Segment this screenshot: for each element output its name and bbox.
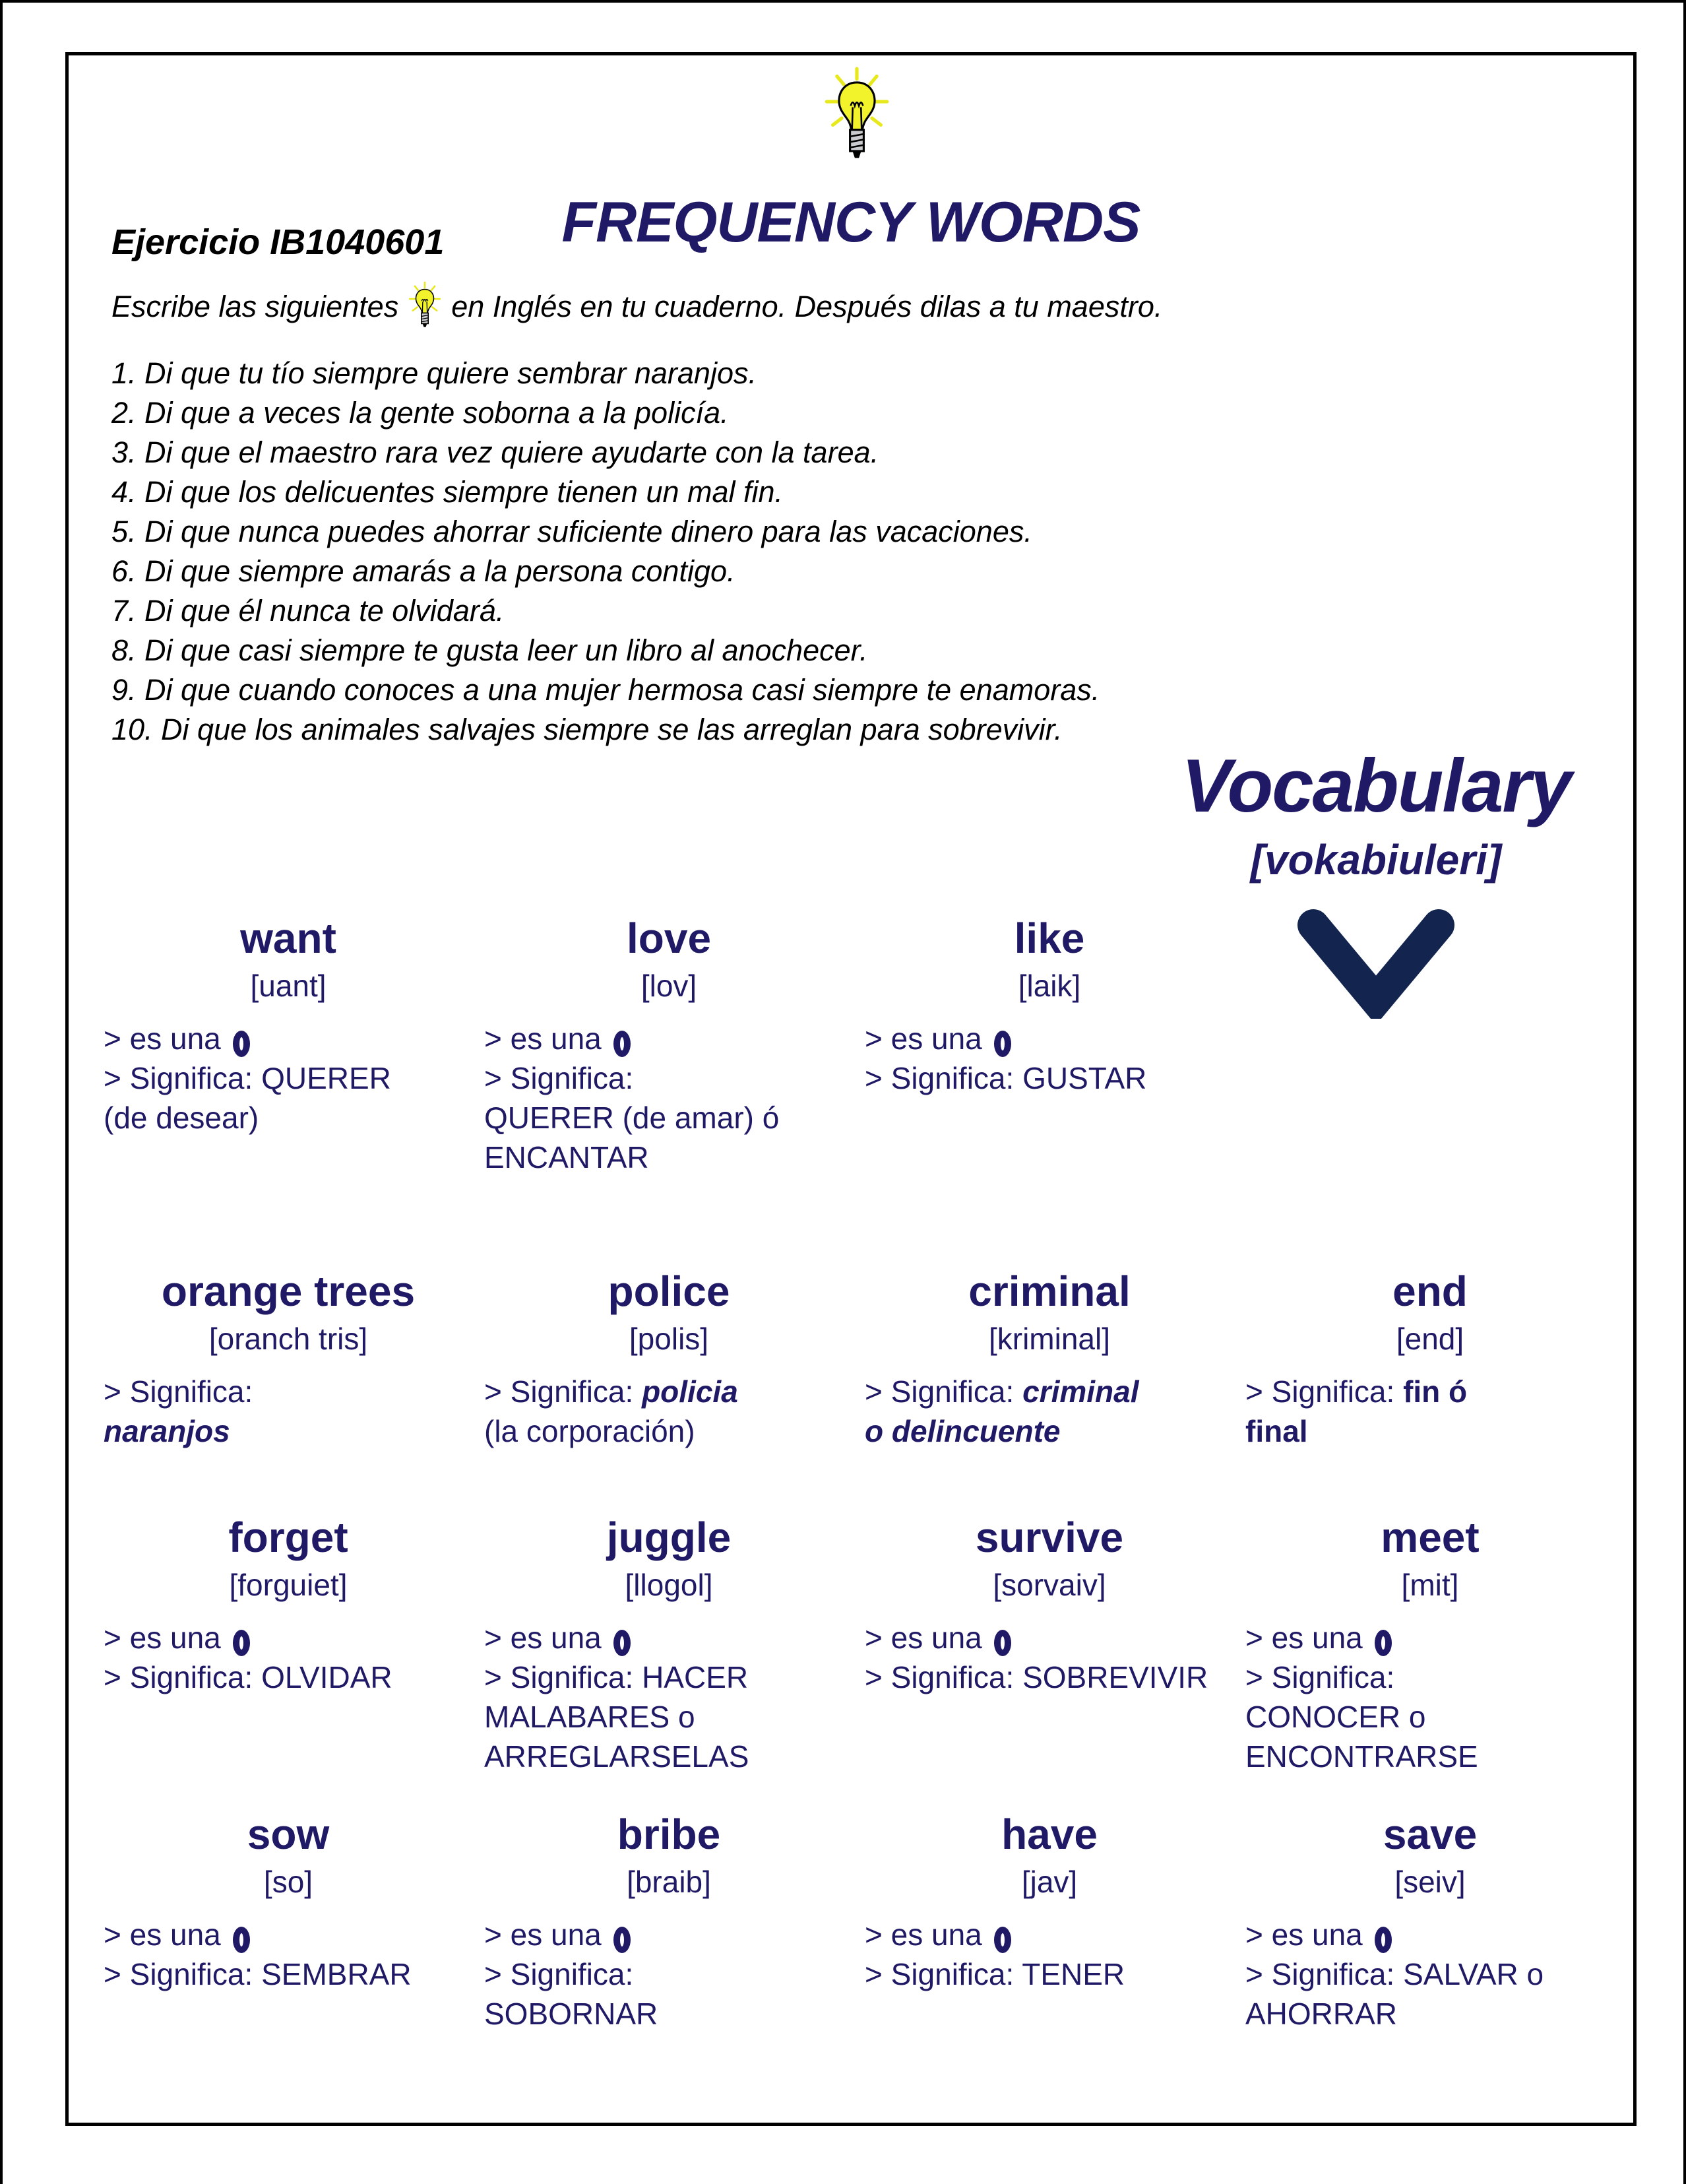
vocab-meaning-line bbox=[1245, 1657, 1615, 1697]
vocab-meaning-line bbox=[104, 1098, 473, 1138]
vocab-phonetic: [forguiet] bbox=[229, 1568, 348, 1602]
task-item: 10. Di que los animales salvajes siempre se las arreglan para sobrevivir. bbox=[111, 713, 1063, 746]
vocabulary-heading: Vocabulary bbox=[1181, 744, 1571, 828]
vocab-meaning-text: naranjos bbox=[104, 1414, 230, 1448]
vocab-meaning bbox=[484, 1372, 854, 1451]
vocab-meaning bbox=[865, 1915, 1234, 1994]
vocab-meaning bbox=[484, 1019, 854, 1177]
vocab-meaning-text: > Significa: HACER bbox=[484, 1660, 749, 1694]
vocab-meaning-text: > es una bbox=[865, 1621, 991, 1655]
page-title: FREQUENCY WORDS bbox=[561, 191, 1140, 254]
vocab-meaning-text: > es una bbox=[484, 1917, 610, 1952]
vocab-meaning-line bbox=[484, 1411, 854, 1451]
circle-icon bbox=[613, 1927, 631, 1953]
task-item: 4. Di que los delicuentes siempre tienen un mal fin. bbox=[111, 475, 784, 509]
vocab-meaning-text: > Significa: SOBREVIVIR bbox=[865, 1660, 1208, 1694]
vocab-word: juggle bbox=[606, 1514, 732, 1561]
vocab-meaning-text: policia bbox=[642, 1374, 738, 1409]
vocab-meaning-line bbox=[104, 1411, 473, 1451]
vocab-meaning bbox=[484, 1915, 854, 2034]
vocab-phonetic: [so] bbox=[263, 1865, 313, 1899]
circle-icon bbox=[613, 1031, 631, 1057]
vocab-meaning-text: ENCONTRARSE bbox=[1245, 1739, 1478, 1774]
vocab-meaning-line bbox=[484, 1019, 854, 1058]
vocab-phonetic: [lov] bbox=[640, 969, 697, 1003]
vocab-meaning bbox=[1245, 1372, 1615, 1451]
vocab-word: have bbox=[1001, 1811, 1098, 1858]
vocab-meaning-text: > Significa: TENER bbox=[865, 1957, 1125, 1991]
vocab-row bbox=[104, 1809, 1627, 2034]
exercise-id: Ejercicio IB1040601 bbox=[111, 222, 445, 262]
vocab-word: want bbox=[240, 915, 336, 962]
vocab-meaning-line bbox=[104, 1954, 473, 1994]
vocab-meaning-text: > es una bbox=[865, 1021, 991, 1056]
lightbulb-icon bbox=[823, 66, 891, 169]
task-item: 6. Di que siempre amarás a la persona contigo. bbox=[111, 554, 735, 588]
vocab-phonetic: [oranch tris] bbox=[208, 1322, 368, 1356]
vocab-meaning bbox=[1245, 1915, 1615, 2034]
vocab-phonetic: [seiv] bbox=[1394, 1865, 1466, 1899]
task-item: 7. Di que él nunca te olvidará. bbox=[111, 594, 505, 627]
vocab-word: orange trees bbox=[161, 1268, 416, 1315]
vocab-meaning-line bbox=[484, 1657, 854, 1697]
vocab-meaning bbox=[865, 1372, 1234, 1451]
vocab-meaning-line bbox=[1245, 1954, 1615, 1994]
vocab-meaning-text: > es una bbox=[104, 1621, 230, 1655]
vocab-meaning-line bbox=[484, 1915, 854, 1954]
circle-icon bbox=[233, 1031, 250, 1057]
vocab-meaning-line bbox=[104, 1915, 473, 1954]
vocab-entry bbox=[1245, 1809, 1615, 2034]
circle-icon bbox=[1375, 1630, 1392, 1656]
vocab-row bbox=[104, 1266, 1627, 1451]
vocab-entry bbox=[104, 913, 473, 1177]
vocab-word: forget bbox=[228, 1514, 348, 1561]
vocab-meaning-text: (de desear) bbox=[104, 1101, 259, 1135]
vocab-entry bbox=[865, 1512, 1234, 1776]
vocab-meaning bbox=[104, 1915, 473, 1994]
vocab-meaning-line bbox=[484, 1372, 854, 1411]
circle-icon bbox=[994, 1927, 1011, 1953]
vocab-phonetic: [llogol] bbox=[625, 1568, 713, 1602]
vocab-word: save bbox=[1383, 1811, 1478, 1858]
vocab-word: sow bbox=[247, 1811, 330, 1858]
vocab-meaning-line bbox=[865, 1618, 1234, 1657]
vocab-phonetic: [kriminal] bbox=[988, 1322, 1111, 1356]
vocab-meaning-text: (la corporación) bbox=[484, 1414, 695, 1448]
vocab-meaning-line bbox=[104, 1058, 473, 1098]
vocab-meaning-text: CONOCER o bbox=[1245, 1700, 1426, 1734]
vocab-meaning bbox=[865, 1019, 1234, 1098]
vocab-phonetic: [uant] bbox=[250, 969, 327, 1003]
vocab-word: bribe bbox=[617, 1811, 721, 1858]
vocab-meaning-line bbox=[104, 1372, 473, 1411]
vocab-meaning-text: > Significa: bbox=[104, 1374, 253, 1409]
vocab-meaning-text: o delincuente bbox=[865, 1414, 1061, 1448]
vocab-meaning-text: final bbox=[1245, 1414, 1308, 1448]
vocab-meaning-text: > es una bbox=[1245, 1917, 1371, 1952]
vocab-meaning-text: > es una bbox=[484, 1621, 610, 1655]
vocab-meaning-text: MALABARES o bbox=[484, 1700, 695, 1734]
vocab-meaning-line bbox=[104, 1657, 473, 1697]
vocab-row bbox=[104, 1512, 1627, 1776]
instruction-prefix: Escribe las siguientes bbox=[111, 290, 399, 323]
vocab-meaning-line bbox=[1245, 1697, 1615, 1737]
vocab-meaning-line bbox=[1245, 1915, 1615, 1954]
vocab-meaning-line bbox=[865, 1657, 1234, 1697]
vocab-meaning-line bbox=[865, 1372, 1234, 1411]
vocab-word: police bbox=[608, 1268, 730, 1315]
vocab-meaning-text: > Significa: SALVAR o bbox=[1245, 1957, 1544, 1991]
vocab-meaning-line bbox=[484, 1994, 854, 2034]
vocab-phonetic: [end] bbox=[1396, 1322, 1464, 1356]
vocab-word: end bbox=[1392, 1268, 1468, 1315]
vocab-meaning-line bbox=[484, 1697, 854, 1737]
vocab-meaning-line bbox=[104, 1618, 473, 1657]
vocab-meaning-line bbox=[484, 1954, 854, 1994]
vocab-meaning-text: ENCANTAR bbox=[484, 1140, 649, 1174]
task-item: 5. Di que nunca puedes ahorrar suficiente dinero para las vacaciones. bbox=[111, 515, 1032, 548]
task-item: 2. Di que a veces la gente soborna a la policía. bbox=[111, 396, 729, 430]
vocab-meaning-text: fin ó bbox=[1403, 1374, 1468, 1409]
vocab-entry bbox=[865, 1266, 1234, 1451]
vocab-meaning-line bbox=[484, 1058, 854, 1098]
vocab-meaning bbox=[104, 1618, 473, 1697]
vocab-word: survive bbox=[975, 1514, 1124, 1561]
vocab-meaning-line bbox=[1245, 1372, 1615, 1411]
vocab-meaning-text: > es una bbox=[1245, 1621, 1371, 1655]
vocab-meaning bbox=[104, 1372, 473, 1451]
vocab-phonetic: [sorvaiv] bbox=[993, 1568, 1106, 1602]
vocab-entry bbox=[484, 1512, 854, 1776]
vocab-entry bbox=[865, 1809, 1234, 2034]
vocab-meaning-line bbox=[484, 1098, 854, 1138]
task-item: 8. Di que casi siempre te gusta leer un libro al anochecer. bbox=[111, 633, 868, 667]
circle-icon bbox=[233, 1630, 250, 1656]
vocab-meaning-line bbox=[865, 1058, 1234, 1098]
vocab-row bbox=[104, 913, 1627, 1177]
vocab-meaning-line bbox=[1245, 1994, 1615, 2034]
vocab-entry bbox=[484, 913, 854, 1177]
circle-icon bbox=[613, 1630, 631, 1656]
lightbulb-icon bbox=[408, 281, 442, 333]
vocab-meaning-text: > Significa: SEMBRAR bbox=[104, 1957, 412, 1991]
vocab-meaning bbox=[484, 1618, 854, 1776]
vocab-meaning-text: AHORRAR bbox=[1245, 1997, 1398, 2031]
circle-icon bbox=[1375, 1927, 1392, 1953]
vocab-entry bbox=[865, 913, 1234, 1177]
vocab-phonetic: [mit] bbox=[1401, 1568, 1459, 1602]
vocab-meaning-text: > es una bbox=[484, 1021, 610, 1056]
task-item: 9. Di que cuando conoces a una mujer hermosa casi siempre te enamoras. bbox=[111, 673, 1100, 707]
vocab-meaning-text: ARREGLARSELAS bbox=[484, 1739, 749, 1774]
vocabulary-heading-phonetic: [vokabiuleri] bbox=[1250, 835, 1502, 883]
vocab-meaning-text: > Significa: OLVIDAR bbox=[104, 1660, 392, 1694]
vocab-phonetic: [laik] bbox=[1018, 969, 1081, 1003]
vocab-meaning-line bbox=[484, 1737, 854, 1776]
task-item: 3. Di que el maestro rara vez quiere ayudarte con la tarea. bbox=[111, 435, 879, 469]
vocab-phonetic: [braib] bbox=[627, 1865, 711, 1899]
vocab-meaning-line bbox=[484, 1618, 854, 1657]
vocab-meaning-line bbox=[865, 1019, 1234, 1058]
vocab-meaning-text: QUERER (de amar) ó bbox=[484, 1101, 780, 1135]
vocab-meaning-text: > es una bbox=[104, 1917, 230, 1952]
vocab-entry bbox=[104, 1266, 473, 1451]
vocab-meaning bbox=[104, 1019, 473, 1138]
vocab-word: like bbox=[1014, 915, 1085, 962]
vocab-word: criminal bbox=[968, 1268, 1131, 1315]
circle-icon bbox=[233, 1927, 250, 1953]
vocab-meaning-line bbox=[1245, 1618, 1615, 1657]
task-item: 1. Di que tu tío siempre quiere sembrar naranjos. bbox=[111, 356, 757, 390]
circle-icon bbox=[994, 1031, 1011, 1057]
vocab-phonetic: [jav] bbox=[1021, 1865, 1078, 1899]
vocab-meaning-text: SOBORNAR bbox=[484, 1997, 658, 2031]
circle-icon bbox=[994, 1630, 1011, 1656]
vocab-meaning-line bbox=[104, 1019, 473, 1058]
vocab-word: meet bbox=[1381, 1514, 1480, 1561]
vocab-meaning-line bbox=[865, 1915, 1234, 1954]
vocab-meaning bbox=[865, 1618, 1234, 1697]
vocab-entry bbox=[484, 1809, 854, 2034]
vocab-meaning-text: > Significa: QUERER bbox=[104, 1061, 391, 1095]
vocab-meaning-text: > es una bbox=[104, 1021, 230, 1056]
vocab-meaning-text: > Significa: bbox=[484, 1957, 634, 1991]
vocab-entry bbox=[104, 1809, 473, 2034]
vocab-meaning-text: > Significa: bbox=[1245, 1374, 1404, 1409]
instruction-suffix: en Inglés en tu cuaderno. Después dilas a tu maestro. bbox=[451, 290, 1163, 323]
vocab-entry bbox=[1245, 1512, 1615, 1776]
worksheet-frame bbox=[65, 52, 1637, 2126]
vocab-meaning-line bbox=[1245, 1737, 1615, 1776]
vocab-entry bbox=[484, 1266, 854, 1451]
vocab-meaning-line bbox=[865, 1954, 1234, 1994]
vocab-word: love bbox=[626, 915, 712, 962]
task-list bbox=[111, 354, 1497, 750]
vocab-meaning bbox=[1245, 1618, 1615, 1776]
vocab-meaning-text: > es una bbox=[865, 1917, 991, 1952]
instruction-text bbox=[111, 281, 1563, 333]
vocab-meaning-text: > Significa: GUSTAR bbox=[865, 1061, 1147, 1095]
vocab-meaning-line bbox=[865, 1411, 1234, 1451]
vocab-meaning-text: criminal bbox=[1022, 1374, 1139, 1409]
vocab-entry bbox=[104, 1512, 473, 1776]
vocab-meaning-line bbox=[484, 1138, 854, 1177]
vocab-meaning-text: > Significa: bbox=[484, 1374, 642, 1409]
vocab-phonetic: [polis] bbox=[629, 1322, 709, 1356]
vocab-entry bbox=[1245, 1266, 1615, 1451]
vocab-meaning-text: > Significa: bbox=[484, 1061, 634, 1095]
vocab-meaning-line bbox=[1245, 1411, 1615, 1451]
vocab-meaning-text: > Significa: bbox=[1245, 1660, 1395, 1694]
vocab-meaning-text: > Significa: bbox=[865, 1374, 1023, 1409]
